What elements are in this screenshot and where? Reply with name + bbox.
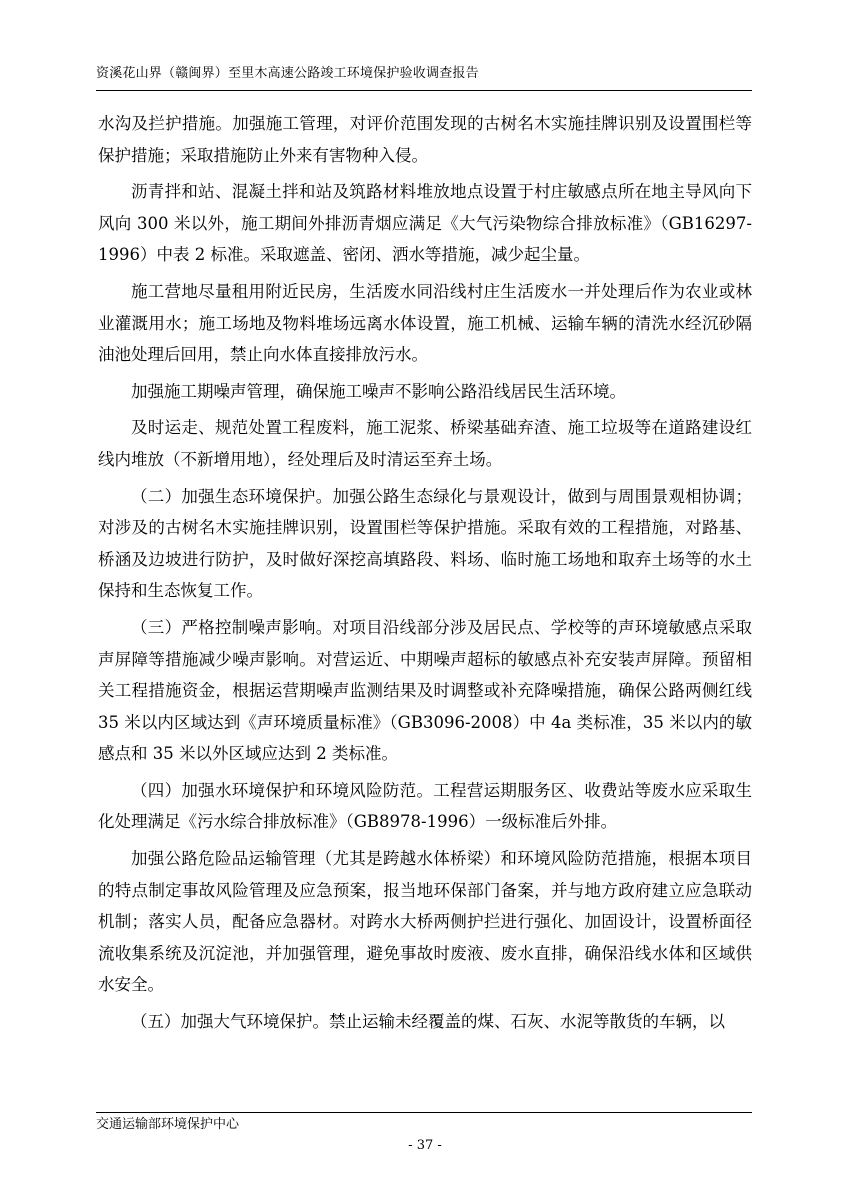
footer-organization: 交通运输部环境保护中心	[96, 1117, 240, 1132]
paragraph-2: 沥青拌和站、混凝土拌和站及筑路材料堆放地点设置于村庄敏感点所在地主导风向下风向 300 米以外，施工期间外排沥青烟应满足《大气污染物综合排放标准》（GB16297-1996）中表 2 标准。采取遮盖、密闭、洒水等措施，减少起尘量。	[98, 182, 752, 265]
paragraph-9: 加强公路危险品运输管理（尤其是跨越水体桥梁）和环境风险防范措施，根据本项目的特点制定事故风险管理及应急预案，报当地环保部门备案，并与地方政府建立应急联动机制；落实人员，配备应急器材。对跨水大桥两侧护拦进行强化、加固设计，设置桥面径流收集系统及沉淀池，并加强管理，避免事故时废液、废水直排，确保沿线水体和区域供水安全。	[98, 849, 752, 995]
paragraph-3: 施工营地尽量租用附近民房，生活废水同沿线村庄生活废水一并处理后作为农业或林业灌溉用水；施工场地及物料堆场远离水体设置，施工机械、运输车辆的清洗水经沉砂隔油池处理后回用，禁止向水体直接排放污水。	[98, 281, 752, 365]
paragraph-6: （二）加强生态环境保护。加强公路生态绿化与景观设计，做到与周围景观相协调；对涉及的古树名木实施挂牌识别，设置围栏等保护措施。采取有效的工程措施，对路基、桥涵及边坡进行防护，及时做好深挖高填路段、料场、临时施工场地和取弃土场等的水土保持和生态恢复工作。	[98, 486, 752, 601]
document-body	[98, 108, 752, 1043]
paragraph-4: 加强施工期噪声管理，确保施工噪声不影响公路沿线居民生活环境。	[131, 381, 626, 401]
header-divider	[96, 90, 752, 91]
paragraph-8: （四）加强水环境保护和环境风险防范。工程营运期服务区、收费站等废水应采取生化处理满足《污水综合排放标准》（GB8978-1996）一级标准后外排。	[98, 780, 752, 832]
footer-divider	[96, 1112, 752, 1113]
paragraph-1: 水沟及拦护措施。加强施工管理，对评价范围发现的古树名木实施挂牌识别及设置围栏等保护措施；采取措施防止外来有害物种入侵。	[98, 114, 752, 165]
report-header-title: 资溪花山界（赣闽界）至里木高速公路竣工环境保护验收调查报告	[96, 66, 479, 81]
paragraph-7: （三）严格控制噪声影响。对项目沿线部分涉及居民点、学校等的声环境敏感点采取声屏障等措施减少噪声影响。对营运近、中期噪声超标的敏感点补充安装声屏障。预留相关工程措施资金，根据运营期噪声监测结果及时调整或补充降噪措施，确保公路两侧红线 35 米以内区域达到《声环境质量标准》（GB3096-2008）中 4a 类标准，35 米以内的敏感点和 35 米以外区域应达到 2 类标准。	[98, 617, 752, 764]
paragraph-5: 及时运走、规范处置工程废料，施工泥浆、桥梁基础弃渣、施工垃圾等在道路建设红线内堆放（不新增用地），经处理后及时清运至弃土场。	[98, 418, 752, 469]
page-number: - 37 -	[408, 1138, 442, 1153]
paragraph-10: （五）加强大气环境保护。禁止运输未经覆盖的煤、石灰、水泥等散货的车辆，以	[131, 1012, 725, 1032]
